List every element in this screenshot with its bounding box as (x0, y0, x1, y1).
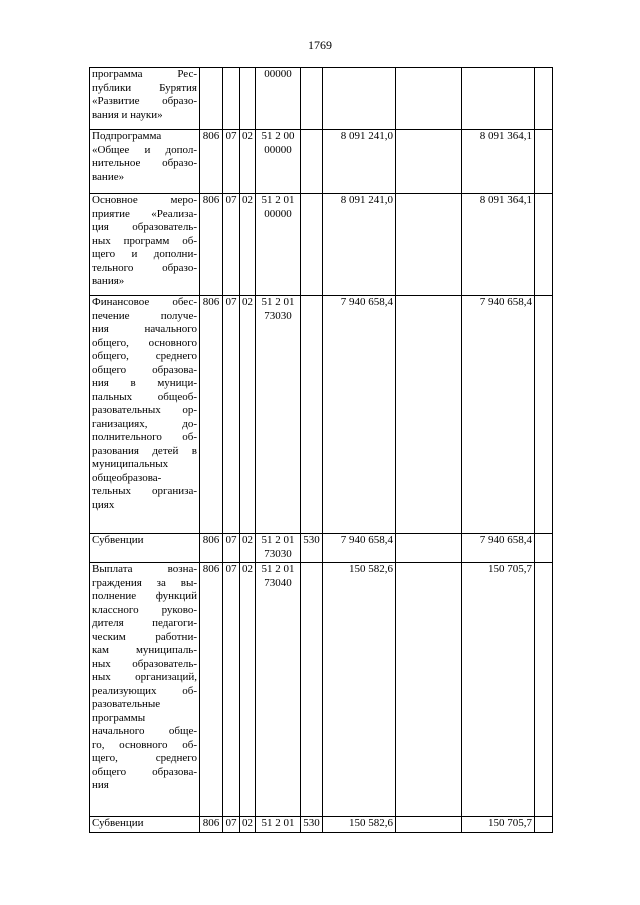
row-name-line: программа Рес- (92, 68, 197, 80)
table-row (90, 817, 553, 833)
row-name-line: печение получе- (92, 309, 197, 322)
row-name-line: циях (92, 498, 115, 511)
target-article-code (256, 817, 301, 833)
amount-year-2 (462, 68, 535, 130)
admin-code: 806 (200, 817, 223, 833)
row-name-line: полнение функций (92, 590, 197, 602)
expense-type-code: 530 (301, 817, 323, 833)
admin-code: 806 (200, 130, 223, 194)
row-name-line: общего образова- (92, 363, 197, 376)
row-name-line: ганизациях, до- (92, 417, 197, 430)
row-name-line: Субвенции (92, 817, 144, 829)
table-row (90, 534, 553, 563)
section-code: 07 (223, 130, 240, 194)
row-name-line: программы (92, 711, 146, 724)
amount-column-9 (535, 534, 553, 563)
row-name-line: общего, основного (92, 336, 197, 349)
amount-column-9 (535, 296, 553, 534)
amount-column-9 (535, 194, 553, 296)
amount-year-1: 8 091 241,0 (323, 194, 396, 296)
amount-column-7 (396, 68, 462, 130)
target-article-code-line: 00000 (264, 207, 292, 220)
row-name-line: Финансовое обес- (92, 296, 197, 308)
subsection-code: 02 (240, 563, 256, 817)
amount-year-1: 7 940 658,4 (323, 534, 396, 563)
amount-year-2: 7 940 658,4 (462, 534, 535, 563)
row-name (90, 194, 200, 296)
table-row (90, 68, 553, 130)
row-name-line: тельных организа- (92, 485, 197, 497)
row-name-line: ных организаций, (92, 671, 197, 683)
row-name (90, 130, 200, 194)
row-name-line: вание» (92, 170, 125, 183)
amount-year-2: 8 091 364,1 (462, 194, 535, 296)
expense-type-code (301, 563, 323, 817)
row-name (90, 817, 200, 833)
row-name-line: ния в муници- (92, 377, 197, 389)
row-name-line: тельного образо- (92, 261, 197, 274)
amount-year-1: 8 091 241,0 (323, 130, 396, 194)
section-code (223, 68, 240, 130)
target-article-code-line: 51 2 01 (261, 534, 295, 546)
row-name-line: вания» (92, 275, 125, 287)
expense-type-code (301, 68, 323, 130)
row-name-line: полнительного об- (92, 431, 197, 443)
row-name-line: ция образователь- (92, 221, 197, 233)
amount-year-1 (323, 68, 396, 130)
row-name-line: разовательные (92, 698, 161, 710)
target-article-code (256, 68, 301, 130)
table-row (90, 296, 553, 534)
expense-type-code (301, 130, 323, 194)
subsection-code: 02 (240, 534, 256, 563)
row-name-line: общего, среднего (92, 350, 197, 362)
admin-code: 806 (200, 194, 223, 296)
amount-column-9 (535, 563, 553, 817)
subsection-code: 02 (240, 817, 256, 833)
amount-column-9 (535, 817, 553, 833)
row-name-line: граждения за вы- (92, 576, 197, 589)
admin-code: 806 (200, 534, 223, 563)
section-code: 07 (223, 296, 240, 534)
row-name-line: «Развитие образо- (92, 95, 197, 107)
row-name-line: дителя педагоги- (92, 617, 197, 629)
row-name-line: реализующих об- (92, 684, 197, 697)
page-number: 1769 (308, 38, 332, 52)
row-name (90, 534, 200, 563)
section-code: 07 (223, 194, 240, 296)
table-row (90, 194, 553, 296)
amount-year-1: 150 582,6 (323, 817, 396, 833)
target-article-code-line: 00000 (264, 143, 292, 156)
amount-year-1: 150 582,6 (323, 563, 396, 817)
row-name-line: классного руково- (92, 603, 197, 616)
row-name-line: го, основного об- (92, 738, 197, 751)
expense-type-code (301, 296, 323, 534)
amount-year-2: 8 091 364,1 (462, 130, 535, 194)
row-name-line: вания и науки» (92, 108, 163, 121)
row-name-line: ния начального (92, 323, 197, 335)
amount-column-7 (396, 296, 462, 534)
amount-column-7 (396, 534, 462, 563)
target-article-code (256, 130, 301, 194)
row-name-line: Выплата возна- (92, 563, 197, 575)
section-code: 07 (223, 563, 240, 817)
target-article-code (256, 194, 301, 296)
row-name-line: разования детей в (92, 444, 197, 457)
target-article-code-line: 73030 (264, 309, 292, 322)
admin-code: 806 (200, 563, 223, 817)
amount-year-1: 7 940 658,4 (323, 296, 396, 534)
amount-column-9 (535, 68, 553, 130)
subsection-code: 02 (240, 296, 256, 534)
target-article-code-line: 51 2 01 (261, 817, 295, 829)
subsection-code: 02 (240, 130, 256, 194)
target-article-code-line: 51 2 00 (261, 130, 295, 142)
target-article-code (256, 296, 301, 534)
row-name-line: Основное меро- (92, 194, 197, 206)
row-name-line: общеобразова- (92, 471, 162, 484)
row-name-line: ния (92, 779, 109, 791)
row-name (90, 296, 200, 534)
row-name-line: Субвенции (92, 534, 144, 546)
subsection-code (240, 68, 256, 130)
target-article-code (256, 534, 301, 563)
row-name-line: «Общее и допол- (92, 143, 197, 156)
target-article-code-line: 00000 (264, 68, 292, 80)
amount-year-2: 7 940 658,4 (462, 296, 535, 534)
amount-column-7 (396, 563, 462, 817)
section-code: 07 (223, 534, 240, 563)
admin-code (200, 68, 223, 130)
table-row (90, 563, 553, 817)
row-name-line: нительное образо- (92, 157, 197, 169)
row-name-line: щего и дополни- (92, 248, 197, 260)
row-name-line: Подпрограмма (92, 130, 162, 142)
admin-code: 806 (200, 296, 223, 534)
row-name-line: кам муниципаль- (92, 644, 197, 656)
target-article-code (256, 563, 301, 817)
row-name-line: общего образова- (92, 765, 197, 778)
subsection-code: 02 (240, 194, 256, 296)
row-name-line: приятие «Реализа- (92, 207, 197, 220)
amount-year-2: 150 705,7 (462, 563, 535, 817)
budget-table-body (90, 68, 553, 833)
target-article-code-line: 51 2 01 (261, 194, 295, 206)
row-name-line: публики Бурятия (92, 81, 197, 94)
target-article-code-line: 73030 (264, 547, 292, 560)
amount-column-7 (396, 194, 462, 296)
target-article-code-line: 51 2 01 (261, 296, 295, 308)
row-name (90, 68, 200, 130)
table-row (90, 130, 553, 194)
expense-type-code: 530 (301, 534, 323, 563)
row-name-line: разовательных ор- (92, 404, 197, 416)
amount-column-9 (535, 130, 553, 194)
amount-year-2: 150 705,7 (462, 817, 535, 833)
budget-table (89, 67, 553, 833)
row-name (90, 563, 200, 817)
row-name-line: начального обще- (92, 725, 197, 737)
row-name-line: ческим работни- (92, 630, 197, 643)
target-article-code-line: 51 2 01 (261, 563, 295, 575)
row-name-line: ных программ об- (92, 234, 197, 247)
section-code: 07 (223, 817, 240, 833)
expense-type-code (301, 194, 323, 296)
row-name-line: щего, среднего (92, 752, 197, 764)
row-name-line: ных образователь- (92, 657, 197, 670)
row-name-line: муниципальных (92, 458, 169, 470)
row-name-line: пальных общеоб- (92, 390, 197, 403)
amount-column-7 (396, 130, 462, 194)
target-article-code-line: 73040 (264, 576, 292, 589)
amount-column-7 (396, 817, 462, 833)
